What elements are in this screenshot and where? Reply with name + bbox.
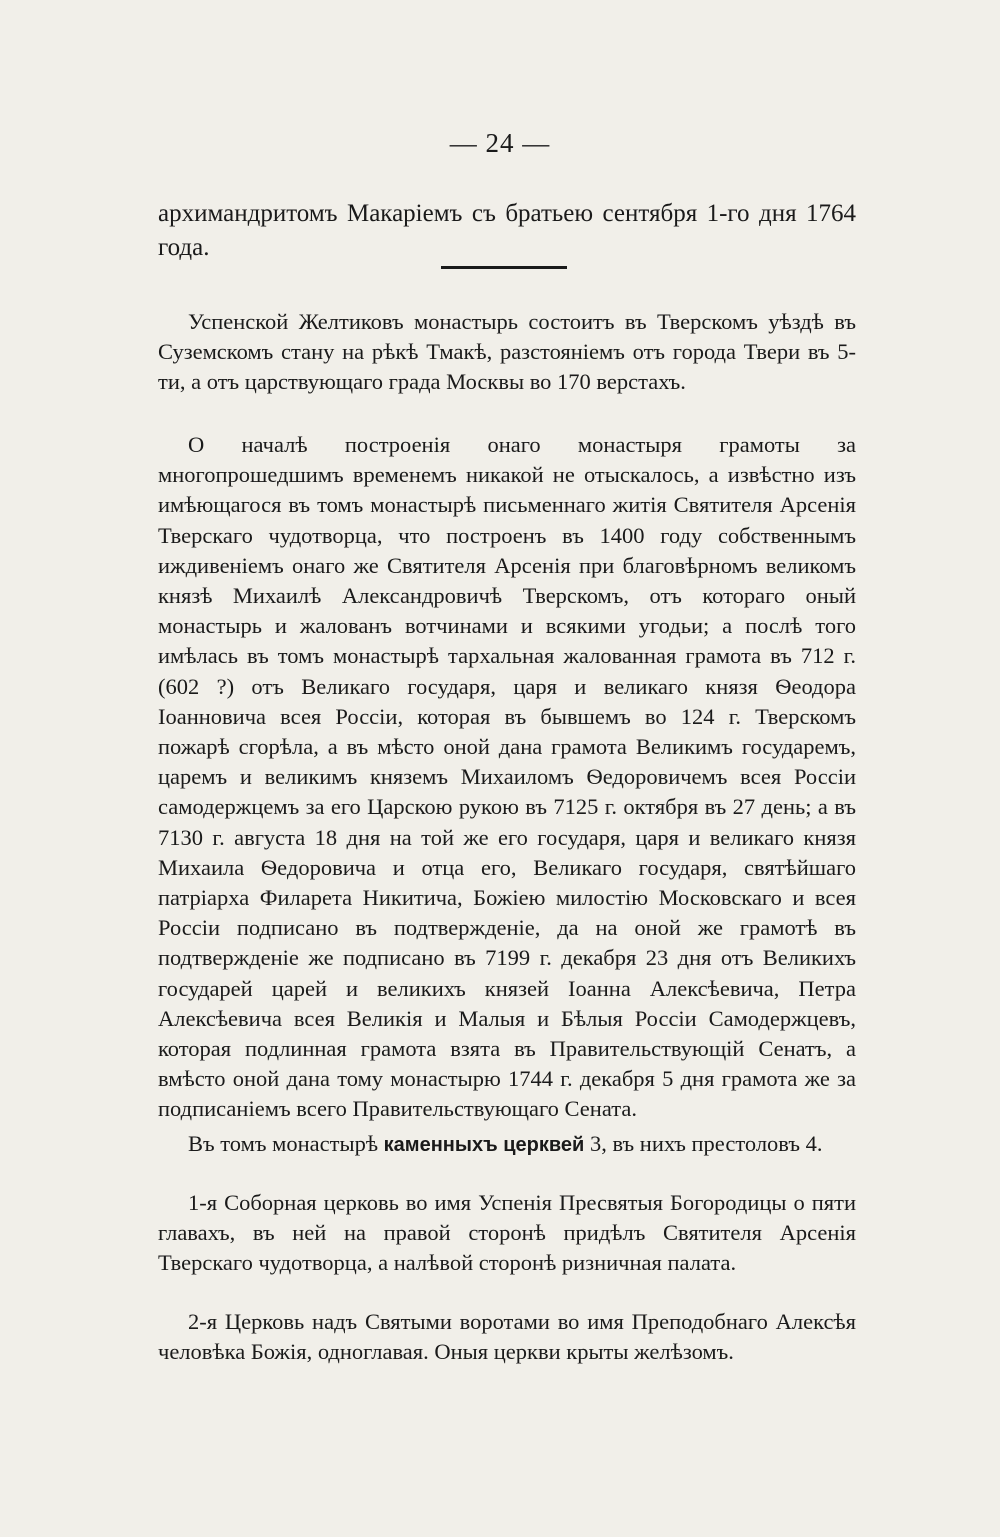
paragraph-1: Успенской Желтиковъ монастырь состоитъ въ Тверскомъ уѣздѣ въ Суземскомъ стану на рѣкѣ Тмакѣ, разстояніемъ отъ города Твери въ 5-ти, а отъ царствующаго града Москвы во 170 верстахъ. — [158, 309, 856, 395]
section-divider — [441, 266, 567, 269]
paragraph-4: 1-я Соборная церковь во имя Успенія Пресвятыя Богородицы о пяти главахъ, въ ней на правой сторонѣ придѣлъ Святителя Арсенія Тверскаго чудотворца, а налѣвой сторонѣ ризничная палата. — [158, 1190, 856, 1276]
paragraph-3-end: 3, въ нихъ престоловъ 4. — [584, 1131, 823, 1156]
paragraph-5: 2-я Церковь надъ Святыми воротами во имя Преподобнаго Алексѣя человѣка Божія, одноглавая. Оныя церкви крыты желѣзомъ. — [158, 1309, 856, 1365]
paragraph-2: О началѣ построенія онаго монастыря грамоты за многопрошедшимъ временемъ никакой не отыскалось, а извѣстно изъ имѣющагося въ томъ монастырѣ письменнаго житія Святителя Арсенія Тверскаго чудотворца, что построенъ въ 1400 году собственнымъ иждивеніемъ онаго же Святителя Арсенія при благовѣрномъ великомъ князѣ Михаилѣ Александровичѣ Тверскомъ, отъ котораго оный монастырь и жалованъ вотчинами и всякими угодьи; а послѣ того имѣлась въ томъ монастырѣ тархальная жалованная грамота въ 712 г. (602 ?) отъ Великаго государя, царя и великаго князя Ѳеодора Іоанновича всея Россіи, которая въ бывшемъ во 124 г. Тверскомъ пожарѣ сгорѣла, а въ мѣсто оной дана грамота Великимъ государемъ, царемъ и великимъ княземъ Михаиломъ Ѳедоровичемъ всея Россіи самодержцемъ за его Царскою рукою въ 7125 г. октября въ 27 день; а въ 7130 г. августа 18 дня на той же его государя, царя и великаго князя Михаила Ѳедоровича и отца его, Великаго государя, святѣйшаго патріарха Филарета Никитича, Божіею милостію Московскаго и всея Россіи подписано въ подтвержденіе, да на оной же грамотѣ въ подтвержденіе же подписано въ 7199 г. декабря 23 дня отъ Великихъ государей царей и великихъ князей Іоанна Алексѣевича, Петра Алексѣевича всея Великія и Малыя и Бѣлыя Россіи Самодержцевъ, которая подлинная грамота взята въ Правительствующій Сенатъ, а вмѣсто оной дана тому монастырю 1744 г. декабря 5 дня грамота же за подписаніемъ всего Правительствующаго Сената. — [158, 432, 856, 1122]
paragraph-3 — [158, 1129, 856, 1160]
paragraph-3-bold: каменныхъ церквей — [383, 1134, 585, 1156]
page-number: — 24 — — [449, 128, 551, 158]
continuation-text: архимандритомъ Макаріемъ съ братьею сентября 1-го дня 1764 года. — [158, 200, 856, 261]
paragraph-3-start: Въ томъ монастырѣ — [188, 1131, 384, 1156]
